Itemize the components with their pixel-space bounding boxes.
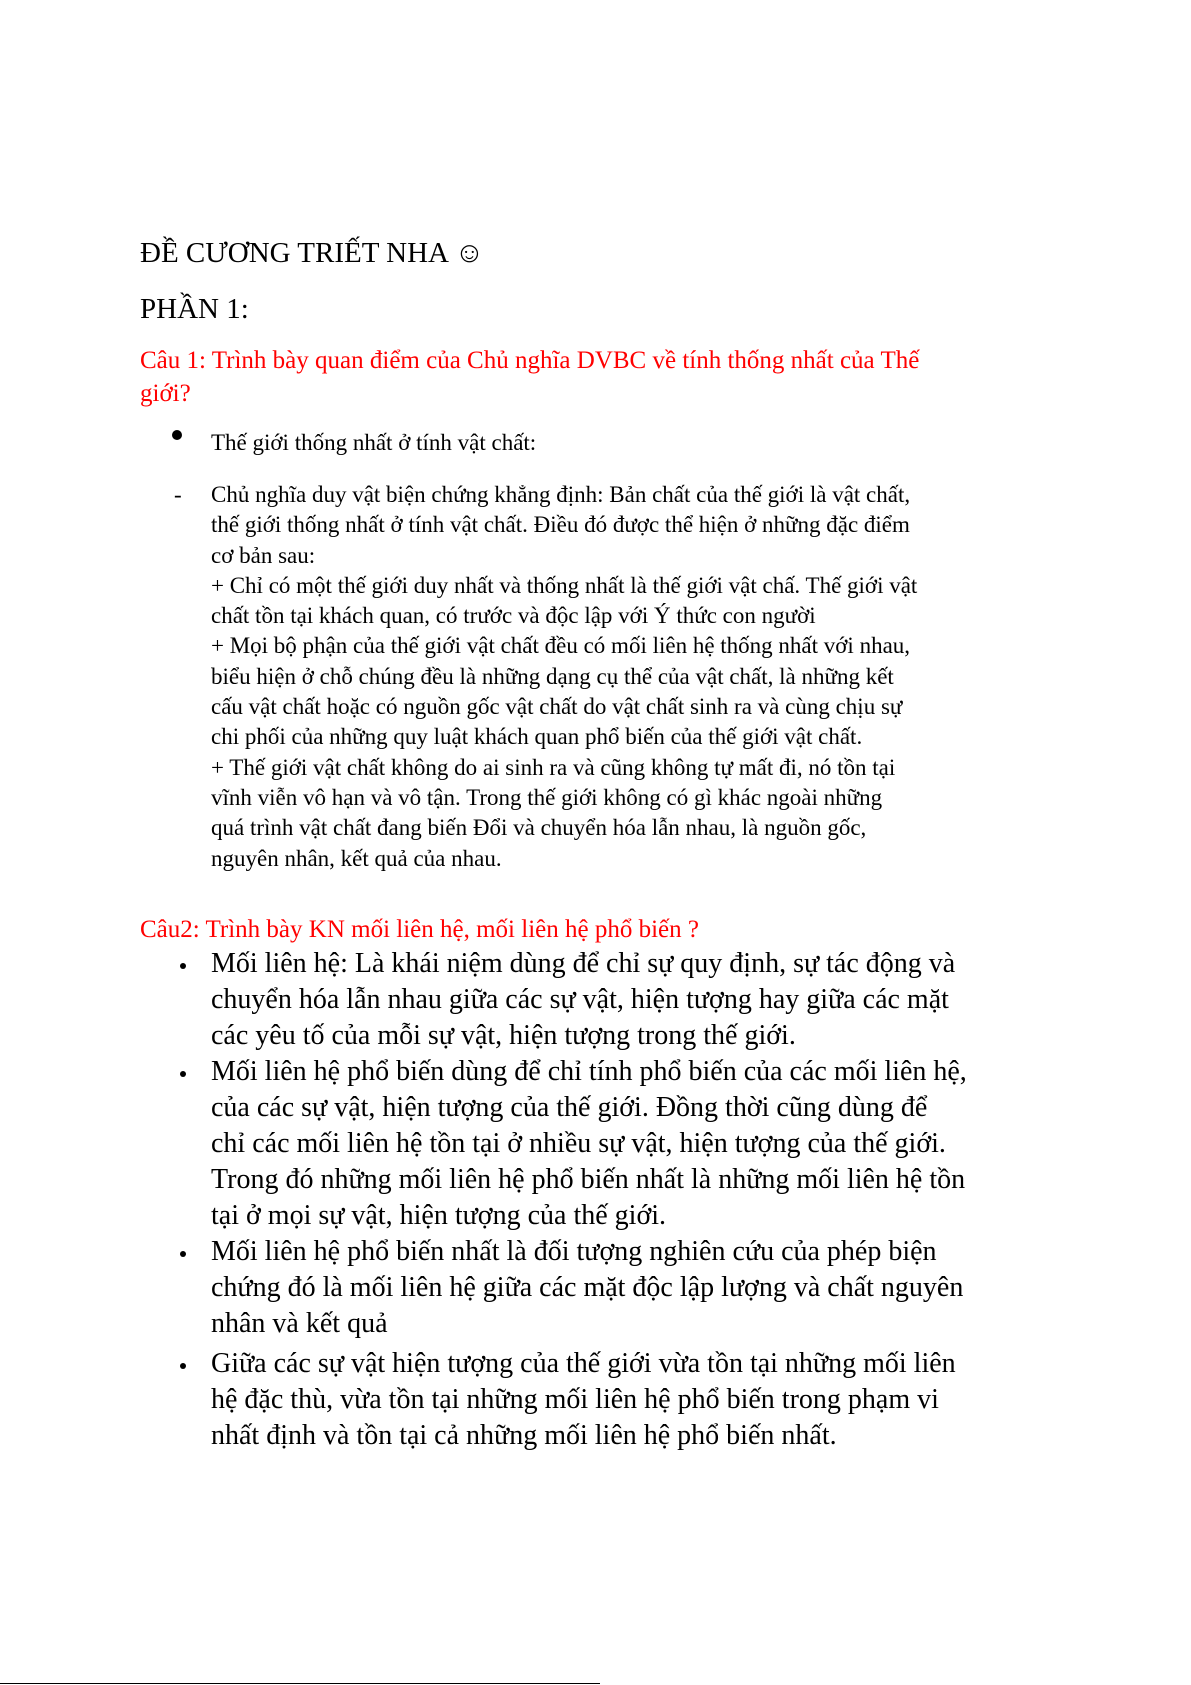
bullet-dot-icon [180,1363,186,1369]
answer-1-line: thế giới thống nhất ở tính vật chất. Điều đó được thể hiện ở những đặc điểm [211,512,910,538]
answer-1-line: + Thế giới vật chất không do ai sinh ra và cũng không tự mất đi, nó tồn tại [211,754,896,780]
list-item-line: Giữa các sự vật hiện tượng của thế giới vừa tồn tại những mối liên [211,1348,956,1379]
bullet-dot-icon [180,1071,186,1077]
answer-1-line: + Mọi bộ phận của thế giới vật chất đều có mối liên hệ thống nhất với nhau, [211,633,911,659]
list-item-line: hệ đặc thù, vừa tồn tại những mối liên hệ phổ biến trong phạm vi [211,1384,939,1415]
answer-1-line: chi phối của những quy luật khách quan phổ biến của thế giới vật chất. [211,724,863,750]
bullet-dot-icon [172,430,182,440]
answer-1-line: biểu hiện ở chỗ chúng đều là những dạng cụ thể của vật chất, là những kết [211,663,894,689]
part-heading: PHẦN 1: [140,293,249,325]
list-item-line: tại ở mọi sự vật, hiện tượng của thế giới. [211,1200,667,1231]
footer-divider [0,1683,600,1684]
answer-1-line: + Chỉ có một thế giới duy nhất và thống nhất là thế giới vật chấ. Thế giới vật [211,572,918,598]
answer-1-line: nguyên nhân, kết quả của nhau. [211,845,502,871]
list-item-line: nhân và kết quả [211,1308,388,1339]
list-item [211,1234,1091,1342]
bullet-dot-icon [180,963,186,969]
list-item-line: các yêu tố của mỗi sự vật, hiện tượng trong thế giới. [211,1020,796,1051]
answer-1-line: chất tồn tại khách quan, có trước và độc lập với Ý thức con người [211,603,816,629]
list-item-line: Mối liên hệ phổ biến nhất là đối tượng nghiên cứu của phép biện [211,1236,937,1267]
list-item-line: Mối liên hệ: Là khái niệm dùng để chỉ sự quy định, sự tác động và [211,948,956,979]
answer-1-line: cơ bản sau: [211,542,316,568]
answer-1-block [211,480,1071,874]
list-item [211,1054,1091,1234]
question-2: Câu2: Trình bày KN mối liên hệ, mối liên hệ phổ biến ? [140,916,699,943]
list-item-line: Trong đó những mối liên hệ phổ biến nhất là những mối liên hệ tồn [211,1164,966,1195]
document-title: ĐỀ CƯƠNG TRIẾT NHA ☺ [140,237,485,269]
answer-1-line: Chủ nghĩa duy vật biện chứng khẳng định: Bản chất của thế giới là vật chất, [211,482,911,507]
answer-1-line: vĩnh viễn vô hạn và vô tận. Trong thế giới không có gì khác ngoài những [211,784,883,810]
list-item-line: Mối liên hệ phổ biến dùng để chỉ tính phổ biến của các mối liên hệ, [211,1056,967,1087]
list-item-line: chuyển hóa lẫn nhau giữa các sự vật, hiện tượng hay giữa các mặt [211,984,949,1015]
dash-marker: - [174,482,182,507]
list-item-line: của các sự vật, hiện tượng của thế giới. Đồng thời cũng dùng để [211,1092,928,1123]
list-item-line: chỉ các mối liên hệ tồn tại ở nhiều sự vật, hiện tượng của thế giới. [211,1128,946,1159]
list-item [211,946,1091,1054]
list-item-line: nhất định và tồn tại cả những mối liên hệ phổ biến nhất. [211,1420,837,1451]
list-item-line: chứng đó là mối liên hệ giữa các mặt độc lập lượng và chất nguyên [211,1272,964,1303]
bullet-item-1: Thế giới thống nhất ở tính vật chất: [211,430,537,455]
answer-1-line: cấu vật chất hoặc có nguồn gốc vật chất do vật chất sinh ra và cùng chịu sự [211,694,903,720]
list-item [211,1346,1091,1454]
answer-1-line: quá trình vật chất đang biến Đổi và chuyển hóa lẫn nhau, là nguồn gốc, [211,815,867,841]
bullet-dot-icon [180,1251,186,1257]
question-1-line-2: giới? [140,380,191,407]
question-1-line-1: Câu 1: Trình bày quan điểm của Chủ nghĩa DVBC về tính thống nhất của Thế [140,347,920,374]
answer-2-list [211,946,1091,1454]
question-1 [140,344,1020,410]
